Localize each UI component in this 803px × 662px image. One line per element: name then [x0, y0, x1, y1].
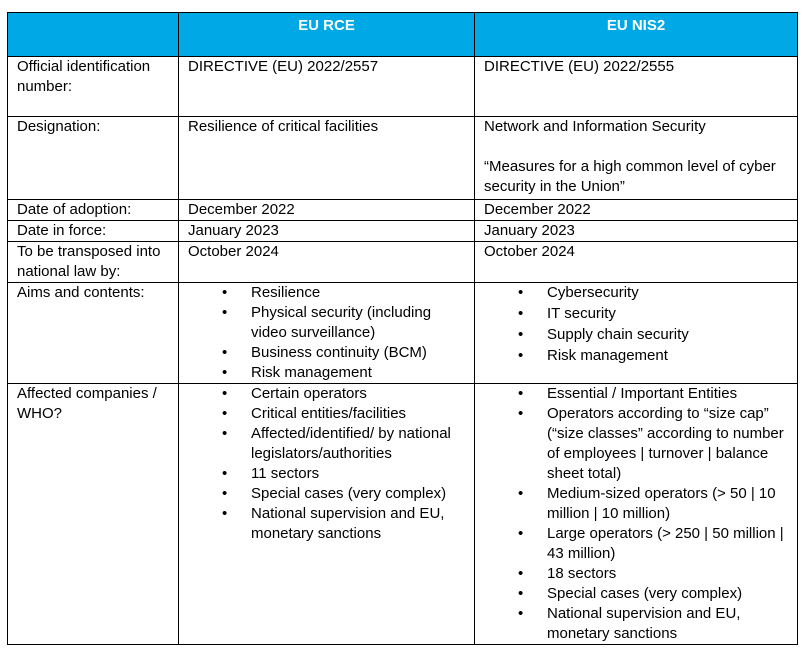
spacer [484, 137, 788, 157]
row-official-id [8, 57, 798, 117]
label-in-force: Date in force: [8, 221, 179, 242]
rce-aims-list [188, 283, 465, 383]
rce-in-force: January 2023 [179, 221, 475, 242]
rce-aims [179, 283, 475, 384]
label-aims: Aims and contents: [8, 283, 179, 384]
list-item: • National supervision and EU, monetary sanctions [251, 504, 465, 544]
nis2-designation-name: Network and Information Security [484, 118, 706, 135]
nis2-transposed: October 2024 [475, 242, 798, 283]
nis2-designation-quote: “Measures for a high common level of cyber security in the Union” [484, 158, 776, 195]
row-transposed [8, 242, 798, 283]
row-in-force [8, 221, 798, 242]
list-item: • Resilience [251, 283, 465, 303]
list-item: • Risk management [251, 363, 465, 383]
rce-official-id: DIRECTIVE (EU) 2022/2557 [179, 57, 475, 117]
rce-transposed: October 2024 [179, 242, 475, 283]
row-affected [8, 384, 798, 645]
label-affected: Affected companies / WHO? [8, 384, 179, 645]
list-item [251, 303, 465, 343]
list-item: • Certain operators [251, 384, 465, 404]
list-item: • IT security [547, 304, 788, 324]
nis2-aims-list [484, 283, 788, 366]
nis2-official-id: DIRECTIVE (EU) 2022/2555 [475, 57, 798, 117]
list-item: • Risk management [547, 346, 788, 366]
list-item: • National supervision and EU, monetary sanctions [547, 604, 788, 644]
nis2-adoption: December 2022 [475, 200, 798, 221]
list-item: • Special cases (very complex) [547, 584, 788, 604]
list-item: • Essential / Important Entities [547, 384, 788, 404]
nis2-affected-list [484, 384, 788, 644]
header-empty-cell [8, 13, 179, 57]
header-eu-rce: EU RCE [179, 13, 475, 57]
list-item-text: Physical security [251, 304, 363, 321]
list-item: • Supply chain security [547, 325, 788, 345]
list-item: • Large operators (> 250 | 50 million | 43 million) [547, 524, 788, 564]
list-item: • Critical entities/facilities [251, 404, 465, 424]
nis2-designation [475, 117, 798, 200]
list-item: • Cybersecurity [547, 283, 788, 303]
nis2-affected [475, 384, 798, 645]
label-adoption: Date of adoption: [8, 200, 179, 221]
list-item-subtext: (including video surveillance) [251, 304, 432, 341]
label-transposed: To be transposed into national law by: [8, 242, 179, 283]
rce-adoption: December 2022 [179, 200, 475, 221]
row-adoption [8, 200, 798, 221]
nis2-aims [475, 283, 798, 384]
list-item: • Operators according to “size cap” (“size classes” according to number of employees | turnover | balance sheet total) [547, 404, 788, 484]
row-aims [8, 283, 798, 384]
label-designation: Designation: [8, 117, 179, 200]
rce-affected-list [188, 384, 465, 544]
comparison-table [7, 12, 798, 645]
header-eu-nis2: EU NIS2 [475, 13, 798, 57]
list-item: • 18 sectors [547, 564, 788, 584]
list-item: • Affected/identified/ by national legislators/authorities [251, 424, 465, 464]
label-official-id: Official identification number: [8, 57, 179, 117]
rce-designation: Resilience of critical facilities [179, 117, 475, 200]
header-row [8, 13, 798, 57]
list-item: • 11 sectors [251, 464, 465, 484]
rce-affected [179, 384, 475, 645]
list-item: • Special cases (very complex) [251, 484, 465, 504]
nis2-in-force: January 2023 [475, 221, 798, 242]
row-designation [8, 117, 798, 200]
list-item: • Medium-sized operators (> 50 | 10 million | 10 million) [547, 484, 788, 524]
list-item: • Business continuity (BCM) [251, 343, 465, 363]
